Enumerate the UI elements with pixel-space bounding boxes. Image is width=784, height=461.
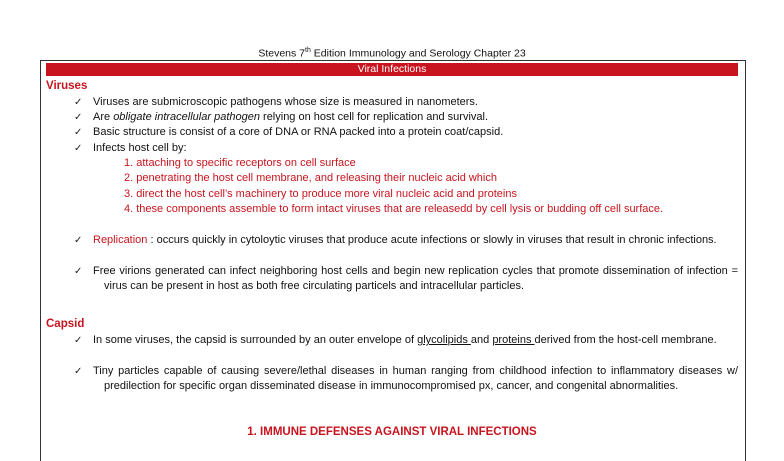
bullet-viruses-size: Viruses are submicroscopic pathogens whose size is measured in nanometers.: [93, 96, 478, 108]
bullet-infects-host: Infects host cell by:: [93, 142, 187, 154]
viruses-heading: Viruses: [46, 80, 88, 92]
check-icon: ✓: [74, 112, 83, 123]
check-icon: ✓: [74, 266, 83, 277]
check-icon: ✓: [74, 143, 83, 154]
capsid-heading: Capsid: [46, 318, 85, 330]
bullet-tiny-particles: Tiny particles capable of causing severe/lethal diseases in human ranging from childhood infection to inflammatory diseases w/ predilection for specific organ disseminated disease in immunocompromised px, cancer, and congenital abnormalities.: [93, 365, 738, 393]
immune-defenses-heading: 1. IMMUNE DEFENSES AGAINST VIRAL INFECTIONS: [247, 426, 537, 438]
check-icon: ✓: [74, 335, 83, 346]
bullet-replication: Replication : occurs quickly in cytoloytic viruses that produce acute infections or slowly in viruses that result in chronic infections.: [93, 234, 717, 246]
bullet-obligate-pathogen: Are obligate intracellular pathogen relying on host cell for replication and survival.: [93, 111, 489, 123]
bullet-basic-structure: Basic structure is consist of a core of DNA or RNA packed into a protein coat/capsid.: [93, 126, 504, 138]
bullet-envelope: In some viruses, the capsid is surrounded by an outer envelope of glycolipids and proteins derived from the host-cell membrane.: [93, 334, 717, 346]
infection-step-2: 2. penetrating the host cell membrane, and releasing their nucleic acid which: [124, 172, 497, 184]
check-icon: ✓: [74, 97, 83, 108]
bullet-free-virions: Free virions generated can infect neighboring host cells and begin new replication cycles that promote dissemination of infection = virus can be present in host as both free circulating particels and intracellular particles.: [93, 265, 738, 293]
check-icon: ✓: [74, 235, 83, 246]
check-icon: ✓: [74, 127, 83, 138]
infection-step-1: 1. attaching to specific receptors on cell surface: [124, 157, 356, 169]
title-bar: Viral Infections: [46, 63, 738, 76]
check-icon: ✓: [74, 366, 83, 377]
infection-step-4: 4. these components assemble to form intact viruses that are releasedd by cell lysis or budding off cell surface.: [124, 203, 664, 215]
document-header: Stevens 7th Edition Immunology and Serology Chapter 23: [258, 47, 526, 60]
infection-step-3: 3. direct the host cell’s machinery to produce more viral nucleic acid and proteins: [124, 188, 517, 200]
